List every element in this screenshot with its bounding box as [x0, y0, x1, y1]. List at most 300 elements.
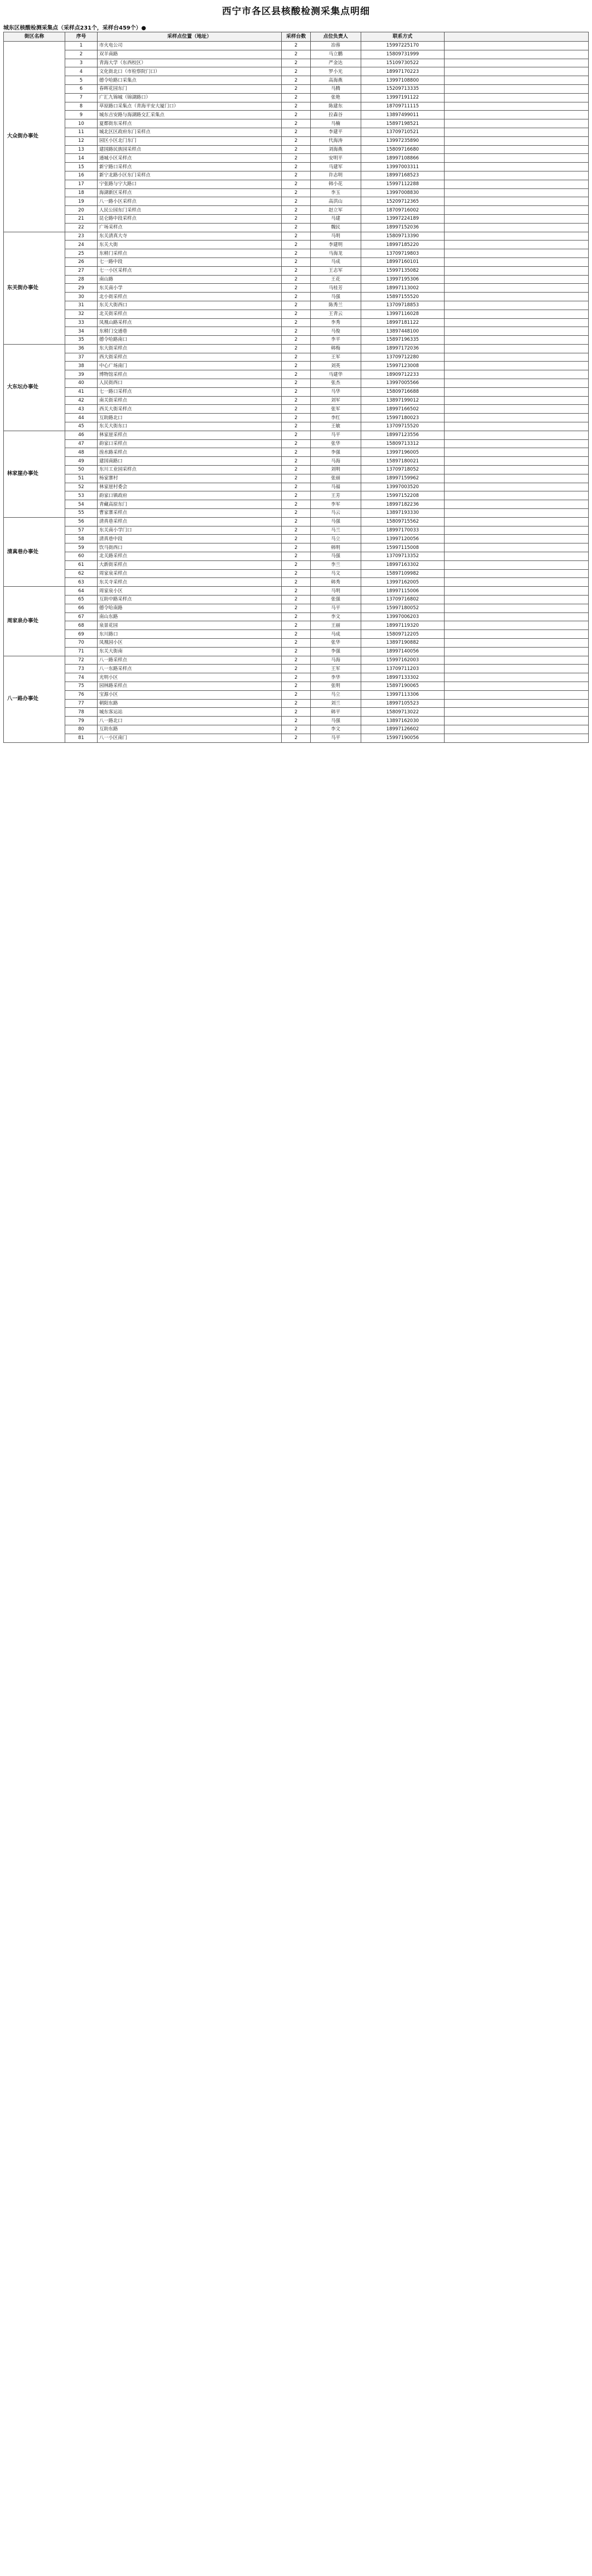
table-row [4, 284, 589, 293]
header-person: 点位负责人 [310, 32, 361, 42]
cell-blank [445, 673, 589, 682]
cell-desk-count: 2 [282, 93, 311, 102]
cell-desk-count: 2 [282, 188, 311, 197]
cell-address: 新宁路口采样点 [98, 163, 282, 171]
table-row [4, 734, 589, 742]
table-row [4, 119, 589, 128]
cell-person: 马楠 [310, 119, 361, 128]
table-row [4, 301, 589, 310]
cell-index: 42 [65, 396, 97, 405]
cell-desk-count: 2 [282, 422, 311, 431]
cell-index: 16 [65, 171, 97, 180]
cell-desk-count: 2 [282, 500, 311, 509]
cell-desk-count: 2 [282, 154, 311, 163]
page-title: 西宁市各区县核酸检测采集点明细 [222, 6, 370, 17]
table-row [4, 483, 589, 491]
cell-index: 7 [65, 93, 97, 102]
cell-index: 53 [65, 491, 97, 500]
cell-desk-count: 2 [282, 431, 311, 439]
cell-contact: 13897190882 [361, 638, 445, 647]
cell-blank [445, 301, 589, 310]
cell-index: 23 [65, 232, 97, 241]
cell-contact: 15209712365 [361, 197, 445, 206]
cell-desk-count: 2 [282, 656, 311, 665]
cell-blank [445, 457, 589, 466]
table-row [4, 128, 589, 136]
cell-desk-count: 2 [282, 275, 311, 284]
table-row [4, 362, 589, 370]
cell-address: 互助路北口 [98, 414, 282, 422]
cell-address: 周家泉小区 [98, 587, 282, 596]
cell-address: 湟水路采样点 [98, 448, 282, 457]
cell-desk-count: 2 [282, 509, 311, 518]
table-row [4, 232, 589, 241]
cell-person: 马桂芳 [310, 284, 361, 293]
cell-desk-count: 2 [282, 405, 311, 414]
table-row [4, 310, 589, 318]
cell-address: 东关大街东口 [98, 422, 282, 431]
cell-person: 马立 [310, 690, 361, 699]
cell-blank [445, 145, 589, 154]
cell-blank [445, 42, 589, 50]
table-row [4, 50, 589, 59]
cell-address: 林家崖村委会 [98, 483, 282, 491]
cell-index: 70 [65, 638, 97, 647]
cell-person: 马福 [310, 483, 361, 491]
cell-desk-count: 2 [282, 336, 311, 345]
cell-person: 王军 [310, 353, 361, 362]
cell-blank [445, 171, 589, 180]
cell-address: 八一路北口 [98, 717, 282, 725]
cell-desk-count: 2 [282, 690, 311, 699]
cell-index: 46 [65, 431, 97, 439]
cell-person: 马平 [310, 734, 361, 742]
cell-blank [445, 483, 589, 491]
cell-person: 马平 [310, 604, 361, 612]
cell-blank [445, 214, 589, 223]
district-cell: 东关街办事处 [4, 232, 65, 344]
cell-person: 陈秀兰 [310, 301, 361, 310]
cell-address: 东稍门交通巷 [98, 327, 282, 336]
cell-index: 38 [65, 362, 97, 370]
table-row [4, 517, 589, 526]
cell-blank [445, 327, 589, 336]
cell-contact: 15809712205 [361, 630, 445, 639]
cell-address: 南山路 [98, 275, 282, 284]
cell-index: 44 [65, 414, 97, 422]
cell-address: 广场采样点 [98, 223, 282, 232]
cell-index: 13 [65, 145, 97, 154]
table-row [4, 197, 589, 206]
cell-person: 张强 [310, 596, 361, 604]
cell-index: 20 [65, 206, 97, 215]
cell-index: 54 [65, 500, 97, 509]
cell-desk-count: 2 [282, 535, 311, 543]
cell-contact: 18709716002 [361, 206, 445, 215]
cell-address: 北关街采样点 [98, 310, 282, 318]
cell-desk-count: 2 [282, 552, 311, 561]
cell-person: 马腾 [310, 84, 361, 93]
cell-blank [445, 241, 589, 249]
cell-desk-count: 2 [282, 543, 311, 552]
cell-person: 马成 [310, 630, 361, 639]
table-row [4, 448, 589, 457]
table-row [4, 647, 589, 656]
cell-desk-count: 2 [282, 266, 311, 275]
cell-desk-count: 2 [282, 612, 311, 621]
cell-person: 王志军 [310, 266, 361, 275]
table-row [4, 396, 589, 405]
cell-index: 49 [65, 457, 97, 466]
cell-contact: 13997224189 [361, 214, 445, 223]
cell-desk-count: 2 [282, 682, 311, 690]
cell-desk-count: 2 [282, 638, 311, 647]
cell-desk-count: 2 [282, 725, 311, 734]
cell-blank [445, 612, 589, 621]
table-body [4, 42, 589, 743]
table-row [4, 509, 589, 518]
cell-address: 南山东路 [98, 612, 282, 621]
cell-address: 韵家口采样点 [98, 439, 282, 448]
cell-index: 57 [65, 526, 97, 535]
cell-index: 45 [65, 422, 97, 431]
table-row [4, 725, 589, 734]
cell-contact: 15997112288 [361, 180, 445, 188]
cell-contact: 18997105523 [361, 699, 445, 708]
cell-contact: 18997181122 [361, 318, 445, 327]
cell-blank [445, 621, 589, 630]
cell-address: 双羊南路 [98, 50, 282, 59]
cell-contact: 15997123008 [361, 362, 445, 370]
cell-person: 李军 [310, 500, 361, 509]
table-row [4, 59, 589, 67]
cell-address: 东关大街 [98, 241, 282, 249]
table-row [4, 569, 589, 578]
cell-address: 海湖新区采样点 [98, 188, 282, 197]
cell-blank [445, 535, 589, 543]
cell-person: 李建平 [310, 128, 361, 136]
cell-index: 26 [65, 257, 97, 266]
cell-address: 七一小区采样点 [98, 266, 282, 275]
cell-address: 杨家寨村 [98, 474, 282, 483]
cell-contact: 13709710521 [361, 128, 445, 136]
cell-person: 高海燕 [310, 76, 361, 85]
cell-person: 拉森谷 [310, 111, 361, 119]
cell-blank [445, 690, 589, 699]
cell-blank [445, 647, 589, 656]
cell-blank [445, 336, 589, 345]
cell-address: 八一路小区采样点 [98, 197, 282, 206]
cell-contact: 13997196005 [361, 448, 445, 457]
cell-blank [445, 362, 589, 370]
cell-desk-count: 2 [282, 734, 311, 742]
district-cell: 林家崖办事处 [4, 431, 65, 517]
cell-person: 张丽 [310, 474, 361, 483]
cell-contact: 18997119320 [361, 621, 445, 630]
cell-person: 严金达 [310, 59, 361, 67]
cell-person: 韩明 [310, 543, 361, 552]
cell-person: 马海 [310, 457, 361, 466]
cell-contact: 18997133302 [361, 673, 445, 682]
cell-blank [445, 708, 589, 717]
cell-contact: 18997170223 [361, 67, 445, 76]
cell-blank [445, 560, 589, 569]
cell-contact: 15997115008 [361, 543, 445, 552]
table-row [4, 67, 589, 76]
cell-person: 罗小光 [310, 67, 361, 76]
cell-index: 32 [65, 310, 97, 318]
cell-address: 园林路采样点 [98, 682, 282, 690]
cell-person: 冶蓉 [310, 42, 361, 50]
cell-address: 周家泉采样点 [98, 569, 282, 578]
cell-contact: 13709718853 [361, 301, 445, 310]
cell-address: 东关南小学门口 [98, 526, 282, 535]
cell-desk-count: 2 [282, 257, 311, 266]
cell-blank [445, 596, 589, 604]
cell-address: 草原路口采集点（青海平安大厦门口） [98, 102, 282, 111]
cell-index: 10 [65, 119, 97, 128]
cell-blank [445, 405, 589, 414]
cell-index: 40 [65, 379, 97, 388]
cell-blank [445, 188, 589, 197]
cell-address: 市火电公司 [98, 42, 282, 50]
cell-contact: 15997162003 [361, 656, 445, 665]
cell-desk-count: 2 [282, 370, 311, 379]
table-row [4, 656, 589, 665]
cell-blank [445, 293, 589, 301]
cell-address: 八一小区南门 [98, 734, 282, 742]
cell-person: 李华 [310, 673, 361, 682]
cell-address: 南关街采样点 [98, 396, 282, 405]
table-row [4, 241, 589, 249]
table-row [4, 387, 589, 396]
table-header-row [4, 32, 589, 42]
cell-contact: 15997152208 [361, 491, 445, 500]
table-row [4, 560, 589, 569]
cell-address: 德令哈南路 [98, 604, 282, 612]
cell-person: 王敏 [310, 422, 361, 431]
cell-desk-count: 2 [282, 517, 311, 526]
cell-blank [445, 154, 589, 163]
cell-contact: 18997182236 [361, 500, 445, 509]
table-row [4, 630, 589, 639]
table-row [4, 93, 589, 102]
cell-desk-count: 2 [282, 699, 311, 708]
cell-address: 广汇九锦城（锦湖路口） [98, 93, 282, 102]
table-row [4, 708, 589, 717]
cell-index: 69 [65, 630, 97, 639]
cell-index: 48 [65, 448, 97, 457]
cell-desk-count: 2 [282, 206, 311, 215]
cell-blank [445, 284, 589, 293]
cell-contact: 13709715520 [361, 422, 445, 431]
cell-contact: 15997180023 [361, 414, 445, 422]
cell-desk-count: 2 [282, 76, 311, 85]
cell-contact: 18997172036 [361, 344, 445, 353]
cell-desk-count: 2 [282, 310, 311, 318]
cell-contact: 13997003311 [361, 163, 445, 171]
cell-blank [445, 604, 589, 612]
table-row [4, 370, 589, 379]
cell-index: 52 [65, 483, 97, 491]
cell-index: 31 [65, 301, 97, 310]
cell-desk-count: 2 [282, 197, 311, 206]
cell-blank [445, 379, 589, 388]
cell-person: 马海龙 [310, 249, 361, 258]
cell-person: 马强 [310, 293, 361, 301]
cell-contact: 15809713312 [361, 439, 445, 448]
cell-person: 马强 [310, 552, 361, 561]
cell-desk-count: 2 [282, 630, 311, 639]
cell-person: 韩梅 [310, 344, 361, 353]
cell-address: 八一东路采样点 [98, 665, 282, 673]
cell-desk-count: 2 [282, 223, 311, 232]
cell-address: 建国南路口 [98, 457, 282, 466]
table-row [4, 690, 589, 699]
district-cell: 周家泉办事处 [4, 587, 65, 656]
cell-person: 刘军 [310, 396, 361, 405]
cell-desk-count: 2 [282, 396, 311, 405]
cell-desk-count: 2 [282, 491, 311, 500]
cell-person: 马建 [310, 214, 361, 223]
cell-desk-count: 2 [282, 136, 311, 145]
cell-desk-count: 2 [282, 119, 311, 128]
cell-contact: 18997163302 [361, 560, 445, 569]
cell-index: 22 [65, 223, 97, 232]
cell-person: 马海 [310, 656, 361, 665]
cell-blank [445, 353, 589, 362]
cell-contact: 18997123556 [361, 431, 445, 439]
header-address: 采样点位置（地址） [98, 32, 282, 42]
cell-contact: 15997135082 [361, 266, 445, 275]
cell-index: 75 [65, 682, 97, 690]
table-row [4, 422, 589, 431]
cell-address: 宝源小区 [98, 690, 282, 699]
cell-desk-count: 2 [282, 483, 311, 491]
table-row [4, 223, 589, 232]
cell-address: 中心广场南门 [98, 362, 282, 370]
cell-index: 55 [65, 509, 97, 518]
cell-index: 34 [65, 327, 97, 336]
table-row [4, 327, 589, 336]
cell-person: 张军 [310, 405, 361, 414]
cell-contact: 15209713335 [361, 84, 445, 93]
cell-contact: 15809716688 [361, 387, 445, 396]
cell-blank [445, 84, 589, 93]
cell-address: 七一路口采样点 [98, 387, 282, 396]
cell-blank [445, 197, 589, 206]
cell-index: 67 [65, 612, 97, 621]
cell-desk-count: 2 [282, 145, 311, 154]
cell-address: 北小街采样点 [98, 293, 282, 301]
cell-index: 64 [65, 587, 97, 596]
cell-index: 50 [65, 466, 97, 474]
cell-contact: 13997191122 [361, 93, 445, 102]
sampling-points-table [3, 32, 589, 743]
cell-blank [445, 102, 589, 111]
cell-address: 东川路口 [98, 630, 282, 639]
cell-index: 19 [65, 197, 97, 206]
cell-index: 24 [65, 241, 97, 249]
cell-person: 刘明 [310, 466, 361, 474]
table-row [4, 500, 589, 509]
cell-contact: 15997190056 [361, 734, 445, 742]
cell-desk-count: 2 [282, 180, 311, 188]
cell-index: 74 [65, 673, 97, 682]
cell-address: 青藏高原东门 [98, 500, 282, 509]
cell-person: 李红 [310, 414, 361, 422]
cell-desk-count: 2 [282, 717, 311, 725]
table-row [4, 188, 589, 197]
cell-blank [445, 509, 589, 518]
cell-address: 建国路民族园采样点 [98, 145, 282, 154]
cell-blank [445, 344, 589, 353]
cell-index: 72 [65, 656, 97, 665]
cell-contact: 15897198521 [361, 119, 445, 128]
table-row [4, 379, 589, 388]
cell-desk-count: 2 [282, 474, 311, 483]
cell-blank [445, 76, 589, 85]
cell-blank [445, 275, 589, 284]
cell-desk-count: 2 [282, 379, 311, 388]
cell-desk-count: 2 [282, 163, 311, 171]
table-row [4, 414, 589, 422]
cell-index: 39 [65, 370, 97, 379]
cell-contact: 13709716802 [361, 596, 445, 604]
cell-address: 八一路采样点 [98, 656, 282, 665]
district-cell: 清真巷办事处 [4, 517, 65, 586]
cell-desk-count: 2 [282, 560, 311, 569]
table-row [4, 171, 589, 180]
table-row [4, 257, 589, 266]
cell-desk-count: 2 [282, 353, 311, 362]
cell-blank [445, 67, 589, 76]
cell-blank [445, 682, 589, 690]
table-row [4, 353, 589, 362]
cell-index: 65 [65, 596, 97, 604]
cell-blank [445, 474, 589, 483]
cell-blank [445, 656, 589, 665]
table-row [4, 111, 589, 119]
table-row [4, 145, 589, 154]
cell-address: 朝阳东路 [98, 699, 282, 708]
cell-contact: 18997185220 [361, 241, 445, 249]
cell-blank [445, 439, 589, 448]
cell-blank [445, 223, 589, 232]
cell-index: 61 [65, 560, 97, 569]
cell-desk-count: 2 [282, 102, 311, 111]
cell-address: 博物馆采样点 [98, 370, 282, 379]
cell-index: 66 [65, 604, 97, 612]
cell-blank [445, 578, 589, 587]
cell-blank [445, 257, 589, 266]
cell-address: 东稍门采样点 [98, 249, 282, 258]
cell-address: 凤凰山路采样点 [98, 318, 282, 327]
cell-contact: 15897155520 [361, 293, 445, 301]
cell-person: 张杰 [310, 379, 361, 388]
cell-contact: 13997008830 [361, 188, 445, 197]
cell-contact: 18997170033 [361, 526, 445, 535]
table-row [4, 638, 589, 647]
cell-desk-count: 2 [282, 128, 311, 136]
cell-blank [445, 232, 589, 241]
cell-desk-count: 2 [282, 466, 311, 474]
cell-index: 78 [65, 708, 97, 717]
cell-person: 李强 [310, 448, 361, 457]
cell-index: 71 [65, 647, 97, 656]
cell-index: 8 [65, 102, 97, 111]
cell-index: 62 [65, 569, 97, 578]
